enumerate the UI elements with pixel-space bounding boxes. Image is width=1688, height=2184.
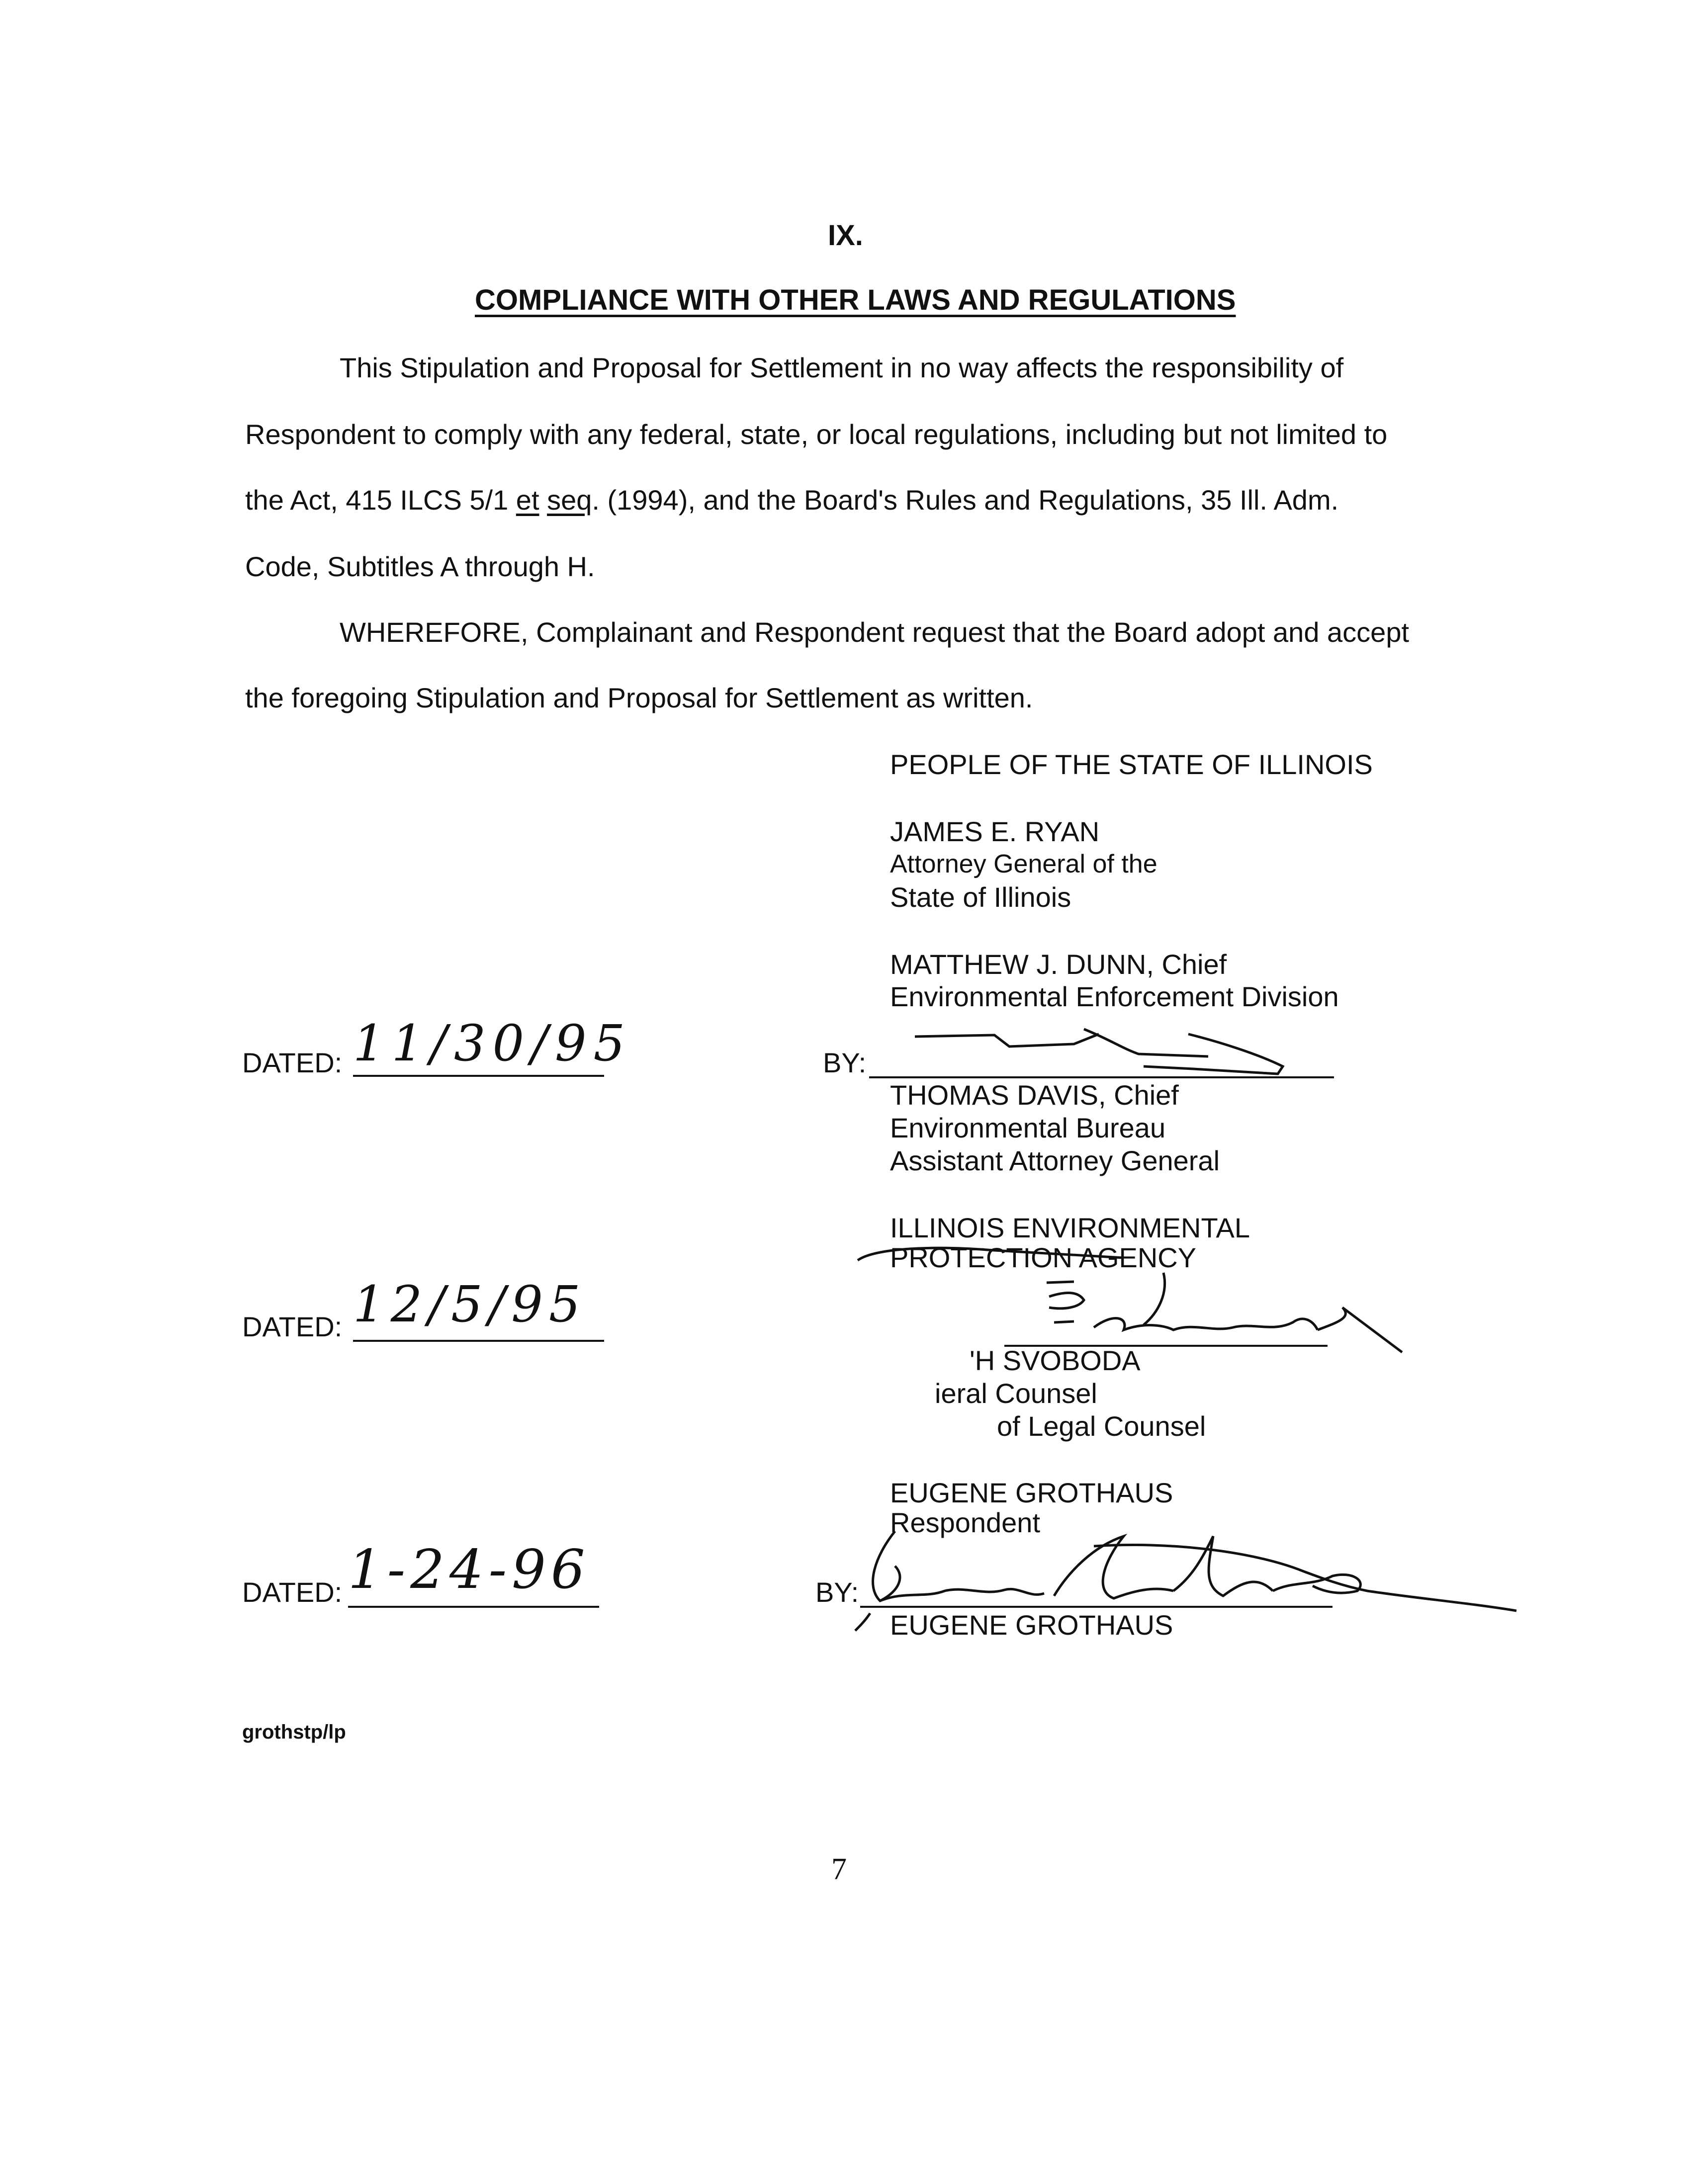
text-segment (539, 484, 547, 516)
paragraph-1-line-1: This Stipulation and Proposal for Settlement in no way affects the responsibility of (340, 352, 1344, 383)
ag-title-1: Attorney General of the (890, 850, 1157, 878)
text-segment: . (1994), and the Board's Rules and Regulations, 35 Ill. Adm. (592, 484, 1339, 516)
paragraph-2-line-1: WHEREFORE, Complainant and Respondent request that the Board adopt and accept (340, 616, 1410, 648)
svoboda-name: 'H SVOBODA (970, 1345, 1141, 1376)
iepa-line-2: PROTECTION AGENCY (890, 1242, 1197, 1273)
handwritten-date-2: 12/5/95 (353, 1275, 587, 1333)
handwritten-date-1: 11/30/95 (353, 1014, 632, 1072)
seq-underlined: seq (547, 484, 592, 516)
davis-name: THOMAS DAVIS, Chief (890, 1079, 1179, 1111)
davis-title-1: Environmental Bureau (890, 1112, 1166, 1143)
paragraph-2-line-2: the foregoing Stipulation and Proposal for Settlement as written. (245, 682, 1033, 713)
document-reference: grothstp/lp (242, 1721, 346, 1743)
section-title: COMPLIANCE WITH OTHER LAWS AND REGULATIONS (475, 284, 1236, 316)
grothaus-print-name: EUGENE GROTHAUS (890, 1609, 1173, 1641)
dated-line-3 (348, 1606, 599, 1608)
paragraph-1-line-3 (245, 486, 1338, 514)
people-heading: PEOPLE OF THE STATE OF ILLINOIS (890, 749, 1373, 780)
dated-label-3: DATED: (242, 1576, 343, 1608)
paragraph-1-line-4: Code, Subtitles A through H. (245, 551, 595, 582)
dated-line-2 (353, 1340, 604, 1342)
dated-label-1: DATED: (242, 1047, 343, 1078)
paragraph-1-line-2: Respondent to comply with any federal, state, or local regulations, including but not limited to (245, 419, 1388, 450)
dunn-name: MATTHEW J. DUNN, Chief (890, 949, 1227, 980)
ag-title-2: State of Illinois (890, 881, 1071, 913)
text-segment: the Act, 415 ILCS 5/1 (245, 484, 516, 516)
grothaus-name: EUGENE GROTHAUS (890, 1477, 1173, 1508)
dated-line-1 (353, 1075, 604, 1077)
by-label-1: BY: (823, 1047, 867, 1078)
svoboda-title-2: of Legal Counsel (997, 1410, 1206, 1442)
grothaus-role: Respondent (890, 1507, 1041, 1538)
et-underlined: et (516, 484, 539, 516)
by-label-3: BY: (815, 1576, 859, 1608)
ag-name: JAMES E. RYAN (890, 816, 1100, 847)
iepa-line-1: ILLINOIS ENVIRONMENTAL (890, 1212, 1250, 1243)
handwritten-date-3: 1-24-96 (348, 1539, 590, 1601)
davis-title-2: Assistant Attorney General (890, 1145, 1220, 1176)
dated-label-2: DATED: (242, 1311, 343, 1342)
page-number: 7 (831, 1852, 847, 1886)
svoboda-title-1: ieral Counsel (935, 1378, 1097, 1409)
dunn-title: Environmental Enforcement Division (890, 981, 1339, 1012)
section-number: IX. (828, 219, 863, 252)
davis-signature-image (910, 1019, 1298, 1084)
